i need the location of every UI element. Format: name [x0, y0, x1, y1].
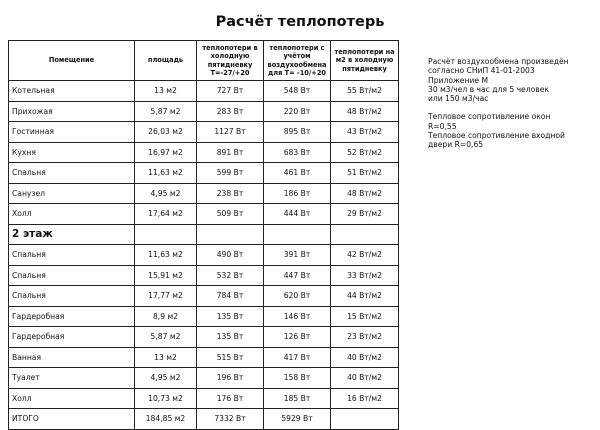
empty-cell: [331, 224, 399, 245]
cell-area: 13 м2: [135, 347, 197, 368]
table-row: [9, 204, 399, 225]
note-line: Тепловое сопротивление окон: [428, 112, 551, 122]
cell-loss: 196 Вт: [197, 368, 264, 389]
note-line: согласно СНиП 41-01-2003: [428, 66, 535, 76]
cell-loss-per-m2: 16 Вт/м2: [331, 388, 399, 409]
cell-room: Санузел: [9, 183, 135, 204]
cell-room: Спальня: [9, 163, 135, 184]
cell-loss-per-m2: 44 Вт/м2: [331, 286, 399, 307]
table-row: [9, 388, 399, 409]
empty-cell: [135, 224, 197, 245]
cell-loss-vent: 417 Вт: [264, 347, 331, 368]
cell-area: 13 м2: [135, 81, 197, 102]
cell-area: 11,63 м2: [135, 163, 197, 184]
cell-loss-per-m2: 43 Вт/м2: [331, 122, 399, 143]
cell-loss: 238 Вт: [197, 183, 264, 204]
cell-loss-vent: 620 Вт: [264, 286, 331, 307]
table-row: [9, 265, 399, 286]
cell-loss-vent: 126 Вт: [264, 327, 331, 348]
cell-loss-vent: 186 Вт: [264, 183, 331, 204]
note-line: Тепловое сопротивление входной: [428, 131, 565, 141]
cell-loss-vent: 185 Вт: [264, 388, 331, 409]
table-row: [9, 245, 399, 266]
cell-area: 4,95 м2: [135, 183, 197, 204]
cell-room: Гардеробная: [9, 327, 135, 348]
cell-loss: 599 Вт: [197, 163, 264, 184]
cell-room: Гостинная: [9, 122, 135, 143]
cell-area: 11,63 м2: [135, 245, 197, 266]
ventilation-note: [428, 57, 598, 103]
cell-loss: 7332 Вт: [197, 409, 264, 430]
heat-loss-table: [8, 40, 399, 430]
table-header-row: [9, 41, 399, 81]
cell-loss-per-m2: 40 Вт/м2: [331, 368, 399, 389]
cell-area: 10,73 м2: [135, 388, 197, 409]
cell-loss: 176 Вт: [197, 388, 264, 409]
cell-area: 5,87 м2: [135, 327, 197, 348]
section-label: 2 этаж: [9, 224, 135, 245]
cell-loss-per-m2: 40 Вт/м2: [331, 347, 399, 368]
header-room: Помещение: [9, 41, 135, 81]
empty-cell: [197, 224, 264, 245]
cell-loss-per-m2: 15 Вт/м2: [331, 306, 399, 327]
cell-loss-vent: 461 Вт: [264, 163, 331, 184]
cell-room: Котельная: [9, 81, 135, 102]
cell-loss-per-m2: 42 Вт/м2: [331, 245, 399, 266]
table-row: [9, 163, 399, 184]
notes-panel: [428, 57, 598, 159]
section-row: [9, 224, 399, 245]
cell-area: 5,87 м2: [135, 101, 197, 122]
note-line: 30 м3/чел в час для 5 человек: [428, 84, 549, 94]
table-row: [9, 286, 399, 307]
cell-room: Прихожая: [9, 101, 135, 122]
cell-loss-per-m2: [331, 409, 399, 430]
cell-loss-vent: 444 Вт: [264, 204, 331, 225]
cell-room: Кухня: [9, 142, 135, 163]
cell-loss: 509 Вт: [197, 204, 264, 225]
cell-loss-per-m2: 29 Вт/м2: [331, 204, 399, 225]
table-row: [9, 327, 399, 348]
page-title: Расчёт теплопотерь: [215, 14, 385, 30]
cell-loss: 1127 Вт: [197, 122, 264, 143]
header-loss-per-m2: теплопотери на м2 в холодную пятидневку: [331, 41, 399, 81]
table-row: [9, 183, 399, 204]
cell-area: 17,64 м2: [135, 204, 197, 225]
table-row: [9, 347, 399, 368]
cell-loss-vent: 146 Вт: [264, 306, 331, 327]
cell-room: Холл: [9, 388, 135, 409]
cell-loss: 515 Вт: [197, 347, 264, 368]
table-row: [9, 142, 399, 163]
cell-loss-per-m2: 33 Вт/м2: [331, 265, 399, 286]
cell-room: Спальня: [9, 245, 135, 266]
header-area: площадь: [135, 41, 197, 81]
cell-area: 4,95 м2: [135, 368, 197, 389]
cell-loss-per-m2: 23 Вт/м2: [331, 327, 399, 348]
table-row: [9, 122, 399, 143]
cell-loss-per-m2: 48 Вт/м2: [331, 183, 399, 204]
cell-loss: 135 Вт: [197, 306, 264, 327]
cell-room: Спальня: [9, 265, 135, 286]
header-loss-vent: теплопотери с учётом воздухообмена для T= -10/+20: [264, 41, 331, 81]
cell-area: 16,97 м2: [135, 142, 197, 163]
cell-area: 17,77 м2: [135, 286, 197, 307]
cell-room: Спальня: [9, 286, 135, 307]
table-row: [9, 306, 399, 327]
table-row: [9, 81, 399, 102]
cell-loss: 532 Вт: [197, 265, 264, 286]
cell-area: 26,03 м2: [135, 122, 197, 143]
cell-room: Гардеробная: [9, 306, 135, 327]
cell-loss: 135 Вт: [197, 327, 264, 348]
cell-loss-vent: 391 Вт: [264, 245, 331, 266]
cell-area: 15,91 м2: [135, 265, 197, 286]
note-line: R=0,55: [428, 121, 457, 131]
cell-loss-vent: 895 Вт: [264, 122, 331, 143]
total-row: [9, 409, 399, 430]
cell-loss-vent: 5929 Вт: [264, 409, 331, 430]
note-line: Расчёт воздухообмена произведён: [428, 57, 569, 66]
cell-loss-vent: 447 Вт: [264, 265, 331, 286]
cell-loss: 727 Вт: [197, 81, 264, 102]
cell-loss-vent: 683 Вт: [264, 142, 331, 163]
note-line: двери R=0,65: [428, 140, 484, 150]
cell-loss-per-m2: 52 Вт/м2: [331, 142, 399, 163]
header-loss: теплопотери в холодную пятидневку T=-27/+20: [197, 41, 264, 81]
note-line: или 150 м3/час: [428, 94, 489, 104]
cell-loss-per-m2: 55 Вт/м2: [331, 81, 399, 102]
cell-area: 8,9 м2: [135, 306, 197, 327]
cell-room: Ванная: [9, 347, 135, 368]
cell-room: Туалет: [9, 368, 135, 389]
empty-cell: [264, 224, 331, 245]
table-row: [9, 101, 399, 122]
cell-loss-vent: 158 Вт: [264, 368, 331, 389]
cell-loss: 490 Вт: [197, 245, 264, 266]
cell-loss: 283 Вт: [197, 101, 264, 122]
cell-loss: 891 Вт: [197, 142, 264, 163]
table-row: [9, 368, 399, 389]
cell-loss-vent: 220 Вт: [264, 101, 331, 122]
cell-loss: 784 Вт: [197, 286, 264, 307]
cell-room: ИТОГО: [9, 409, 135, 430]
cell-loss-vent: 548 Вт: [264, 81, 331, 102]
resistance-note: [428, 112, 598, 149]
note-line: Приложение М: [428, 75, 489, 85]
cell-loss-per-m2: 48 Вт/м2: [331, 101, 399, 122]
cell-area: 184,85 м2: [135, 409, 197, 430]
cell-loss-per-m2: 51 Вт/м2: [331, 163, 399, 184]
cell-room: Холл: [9, 204, 135, 225]
